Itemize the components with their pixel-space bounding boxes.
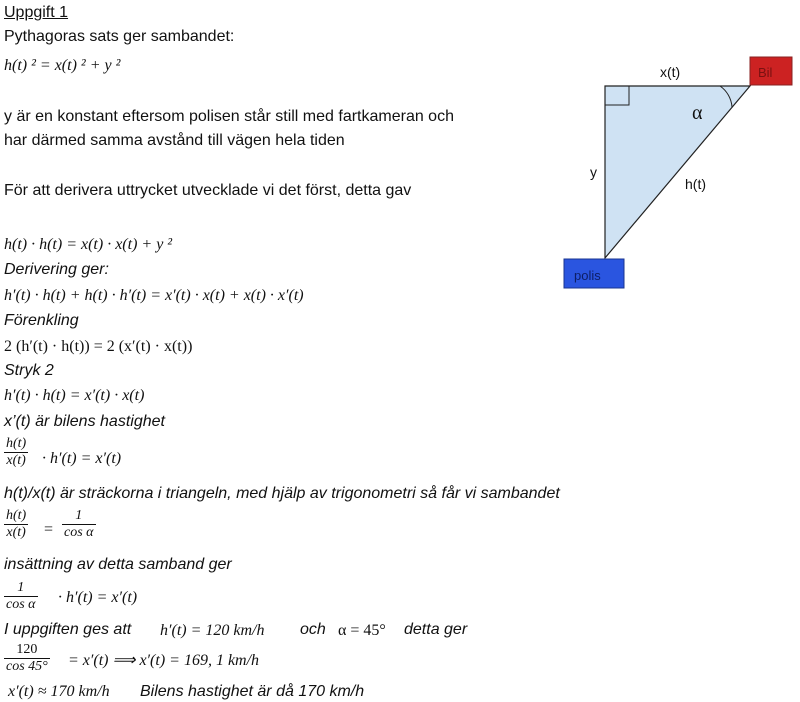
equation-pythagoras: h(t) ² = x(t) ² + y ² [4, 57, 121, 74]
paragraph-line-3: För att derivera uttrycket utvecklade vi det först, detta gav [4, 182, 412, 199]
triangle-diagram [560, 55, 800, 295]
step-derivering: Derivering ger: [4, 261, 109, 278]
equation-simplified: 2 (h′(t) · h(t)) = 2 (x′(t) · x(t)) [4, 338, 193, 355]
paragraph-line-1: y är en konstant eftersom polisen står still med fartkameran och [4, 108, 454, 125]
equation-substituted: · h′(t) = x′(t) [58, 589, 138, 606]
label-alpha: α [692, 102, 703, 124]
given-speed: h′(t) = 120 km/h [160, 622, 265, 639]
triangle-shape [605, 86, 750, 258]
fraction-120-over-cos45: $\frac{120}{\cos 45^\circ}$ [6, 642, 48, 674]
equation-fraction-form: · h′(t) = x′(t) [42, 450, 122, 467]
step-hastighet: x’(t) är bilens hastighet [4, 413, 165, 430]
paragraph-line-2: har därmed samma avstånd till vägen hela tiden [4, 132, 345, 149]
fraction-h-over-x-2: $\frac{h(t)}{x(t)}$ [6, 508, 27, 540]
step-insattning: insättning av detta samband ger [4, 556, 232, 573]
given-angle: α = 45° [338, 622, 386, 639]
fraction-h-over-x: $\frac{h(t)}{x(t)}$ [6, 436, 27, 468]
given-and: och [300, 621, 326, 638]
equals-sign: = [44, 521, 54, 538]
conclusion-text: Bilens hastighet är då 170 km/h [140, 683, 365, 700]
step-stryk: Stryk 2 [4, 362, 54, 379]
given-result-text: detta ger [404, 621, 468, 638]
equation-reduced: h′(t) · h(t) = x′(t) · x(t) [4, 387, 145, 404]
fraction-one-over-cos: $\frac{1}{\text{cos α}}$ [64, 508, 94, 540]
equation-result: = x′(t) ⟹ x′(t) = 169, 1 km/h [68, 652, 260, 669]
heading: Uppgift 1 [4, 4, 69, 21]
step-trigonometri: h(t)/x(t) är sträckorna i triangeln, med hjälp av trigonometri så får vi sambandet [4, 485, 560, 502]
intro-line: Pythagoras sats ger sambandet: [4, 28, 235, 45]
step-forenkling: Förenkling [4, 312, 79, 329]
equation-final: x′(t) ≈ 170 km/h [8, 683, 110, 700]
label-x: x(t) [660, 64, 681, 80]
equation-derivative: h′(t) · h(t) + h(t) · h′(t) = x′(t) · x(t) + x(t) · x′(t) [4, 287, 304, 304]
fraction-one-over-cos-2: $\frac{1}{\text{cos α}}$ [6, 580, 36, 612]
label-h: h(t) [685, 176, 706, 192]
label-polis: polis [574, 268, 601, 283]
equation-expanded: h(t) · h(t) = x(t) · x(t) + y ² [4, 236, 173, 253]
label-bil: Bil [758, 65, 773, 80]
given-text: I uppgiften ges att [4, 621, 132, 638]
label-y: y [590, 164, 597, 180]
